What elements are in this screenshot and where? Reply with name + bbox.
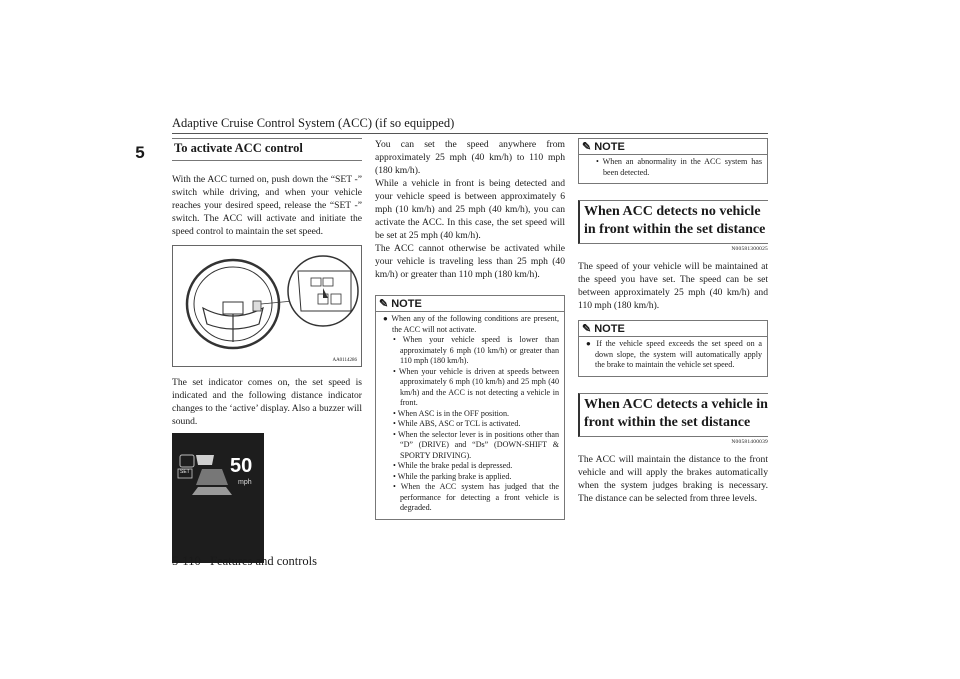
note-label: NOTE bbox=[594, 140, 625, 153]
note-intro: ● When any of the following conditions are present, the ACC will not activate. bbox=[383, 314, 559, 334]
note-item: • When ASC is in the OFF position. bbox=[393, 408, 510, 418]
speed-range-paragraph: You can set the speed anywhere from approximately 25 mph (40 km/h) to 110 mph (180 km/h). bbox=[375, 139, 565, 176]
note-item: • When the selector lever is in positions other than “D” (DRIVE) and “Ds” (DOWN-SHIFT & SPORTY DRIVING). bbox=[393, 429, 559, 460]
note-icon: ✎ bbox=[582, 141, 592, 153]
note-box-abnormality bbox=[578, 138, 768, 184]
note-label: NOTE bbox=[391, 297, 422, 310]
note-body bbox=[376, 312, 564, 519]
note-item: ● If the vehicle speed exceeds the set speed on a down slope, the system will automatically apply the brake to maintain the vehicle set speed. bbox=[586, 339, 762, 369]
section-code: N00581400039 bbox=[731, 438, 768, 445]
note-label: NOTE bbox=[594, 322, 625, 335]
page-footer bbox=[172, 554, 317, 569]
figure-code: AA0114286 bbox=[332, 358, 357, 363]
note-icon: ✎ bbox=[582, 323, 592, 335]
note-icon: ✎ bbox=[379, 298, 389, 310]
chapter-tab: 5 bbox=[135, 143, 145, 162]
page-header-title: Adaptive Cruise Control System (ACC) (if so equipped) bbox=[172, 116, 455, 130]
header-rule bbox=[172, 133, 768, 134]
display-figure bbox=[172, 433, 264, 563]
note-item: • While the brake pedal is depressed. bbox=[393, 461, 513, 470]
note-header bbox=[579, 139, 767, 155]
note-box-conditions bbox=[375, 295, 565, 520]
section-heading-activate: To activate ACC control bbox=[172, 138, 362, 161]
note-body bbox=[579, 155, 767, 183]
steering-wheel-illustration bbox=[173, 246, 361, 364]
note-header bbox=[376, 296, 564, 312]
steering-wheel-figure bbox=[172, 245, 362, 367]
activation-limit-paragraph: The ACC cannot otherwise be activated while your vehicle is traveling less than 25 mph (40 km/h) or greater than 110 mph (180 km/h). bbox=[375, 243, 565, 280]
set-speed-value: 50 bbox=[230, 455, 253, 477]
acc-display-illustration bbox=[172, 433, 264, 563]
low-speed-paragraph: While a vehicle in front is being detected and your vehicle speed is between approximately 6 mph (10 km/h) and 25 mph (40 km/h), you can activate the ACC. In this case, the set speed will be set at 25 mph (40 km/h). bbox=[375, 178, 565, 241]
note-box-downslope bbox=[578, 320, 768, 377]
no-vehicle-paragraph: The speed of your vehicle will be maintained at the speed you have set. The speed can be set between approximately 25 mph (40 km/h) and 110 mph (180 km/h). bbox=[578, 261, 768, 311]
speed-unit: mph bbox=[238, 479, 252, 486]
note-item: • When the ACC system has judged that the performance for detecting a front vehicle is degraded. bbox=[393, 482, 559, 512]
page-number: 5-110 bbox=[172, 554, 201, 568]
set-indicator: SET bbox=[180, 469, 190, 475]
indicator-paragraph: The set indicator comes on, the set speed is indicated and the following distance indicator changes to the ‘active’ display. Also a buzzer will sound. bbox=[172, 377, 362, 427]
column-1 bbox=[172, 138, 362, 563]
note-item: • When your vehicle speed is lower than approximately 6 mph (10 km/h) or greater than 110 mph (180 km/h). bbox=[393, 335, 559, 365]
section-heading-vehicle-detected: When ACC detects a vehicle in front within the set distance bbox=[578, 393, 768, 437]
note-item: • While ABS, ASC or TCL is activated. bbox=[393, 419, 521, 428]
note-item: • When an abnormality in the ACC system has been detected. bbox=[596, 157, 762, 177]
note-header bbox=[579, 321, 767, 337]
footer-section: Features and controls bbox=[210, 554, 317, 568]
note-item: • When your vehicle is driven at speeds between approximately 6 mph (10 km/h) and 25 mph (40 km/h) and the ACC is not detecting a vehicle in front. bbox=[393, 366, 559, 407]
column-3 bbox=[578, 138, 768, 505]
note-item: • While the parking brake is applied. bbox=[393, 471, 512, 481]
vehicle-detected-paragraph: The ACC will maintain the distance to the front vehicle and will apply the brakes automatically when the system judges braking is necessary. The distance can be selected from three levels. bbox=[578, 453, 768, 504]
section-heading-no-vehicle: When ACC detects no vehicle in front within the set distance bbox=[578, 200, 768, 244]
note-body bbox=[579, 337, 767, 376]
column-2 bbox=[375, 138, 565, 520]
section-code: N00581300025 bbox=[731, 246, 768, 252]
activate-paragraph: With the ACC turned on, push down the “SET -” switch while driving, and when your vehicle reaches your desired speed, release the “SET -” switch. The ACC will activate and initiate the speed control to maintain the set speed. bbox=[172, 174, 362, 237]
